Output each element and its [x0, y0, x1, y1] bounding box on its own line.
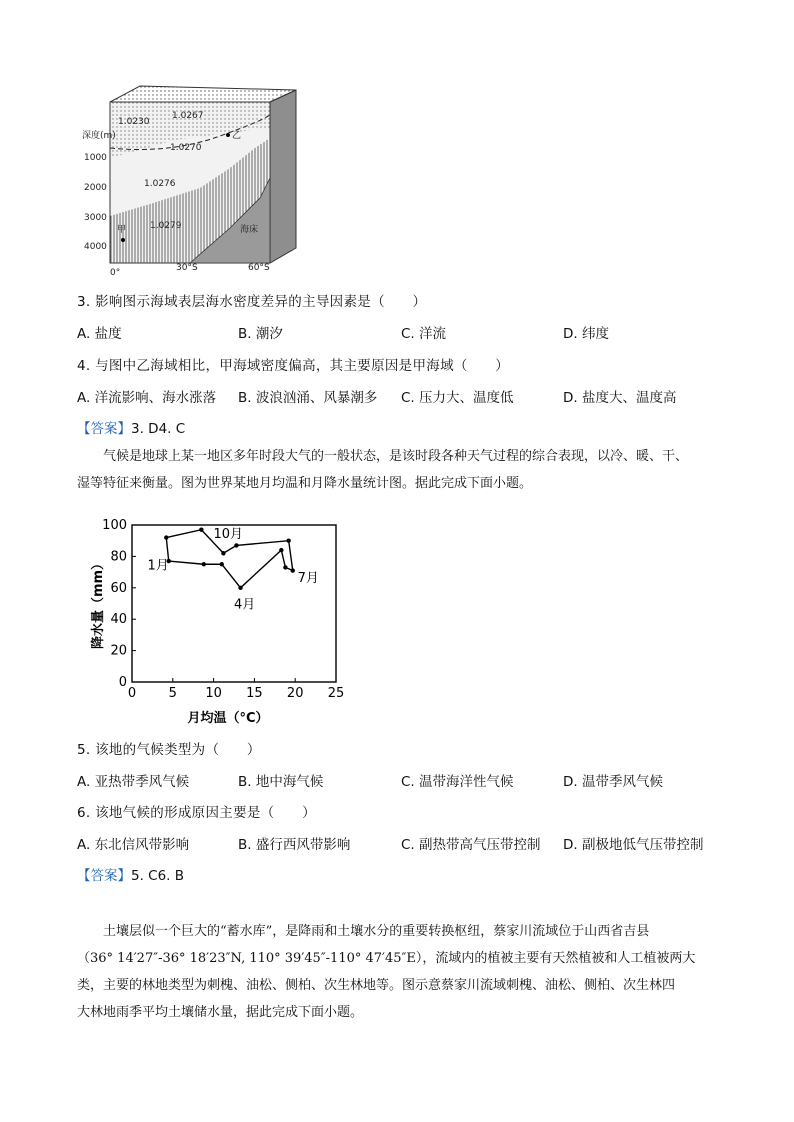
month-annotation: 7月: [297, 570, 319, 586]
q4-option-b: B. 波浪汹涌、风暴潮多: [238, 390, 378, 406]
x-tick-label: 15: [246, 686, 263, 701]
x-tick-label: 10: [205, 686, 222, 701]
answer-tag: 【答案】: [77, 421, 131, 437]
x-tick-label: 5: [168, 686, 177, 701]
soil-intro-paragraph: [77, 918, 717, 1026]
q3-option-a: A. 盐度: [77, 326, 122, 342]
y-tick-label: 40: [110, 612, 127, 628]
depth-tick: 1000: [84, 153, 107, 163]
data-point-month-12: [202, 562, 206, 566]
x-tick-label: 20: [286, 686, 304, 701]
q5-option-d: D. 温带季风气候: [563, 774, 663, 790]
data-point-month-6: [286, 539, 290, 543]
answer-text: 5. C6. B: [131, 868, 185, 884]
q3-option-c: C. 洋流: [401, 326, 447, 342]
paragraph-line: （36° 14′27″-36° 18′23″N, 110° 39′45″-110° 47′45″E），流域内的植被主要有天然植被和人工植被两大: [77, 951, 696, 966]
depth-tick: 3000: [84, 213, 107, 223]
month-annotation: 1月: [147, 558, 169, 574]
lat-tick: 30°S: [176, 263, 198, 273]
data-point-month-5: [234, 543, 238, 547]
data-point-month-9: [279, 548, 283, 552]
chart-x-axis-label: 月均温（°C）: [187, 711, 269, 726]
density-label: 1.0267: [172, 111, 204, 121]
answer-block-1: [77, 417, 185, 437]
paragraph-line: 气候是地球上某一地区多年时段大气的一般状态，是该时段各种天气过程的综合表现，以冷、暖、干、: [103, 449, 689, 464]
ocean-density-block-diagram: [80, 78, 320, 278]
density-label: 1.0270: [170, 143, 202, 153]
q5-option-a: A. 亚热带季风气候: [77, 774, 190, 790]
y-tick-label: 80: [110, 549, 127, 565]
answer-tag: 【答案】: [77, 868, 131, 884]
data-point-month-4: [221, 551, 225, 555]
data-point-month-7: [291, 568, 295, 572]
climate-intro-paragraph: [77, 443, 717, 497]
x-tick-label: 25: [327, 686, 345, 701]
data-point-month-2: [164, 535, 168, 539]
y-tick-label: 60: [110, 580, 127, 596]
q6-option-d: D. 副极地低气压带控制: [563, 837, 704, 853]
point-jia-label: 甲: [117, 225, 127, 235]
depth-tick: 2000: [84, 183, 107, 193]
q4-option-c: C. 压力大、温度低: [401, 390, 514, 406]
question-4-stem: 4. 与图中乙海域相比，甲海域密度偏高，其主要原因是甲海域（ ）: [77, 358, 510, 374]
q3-option-d: D. 纬度: [563, 326, 609, 342]
answer-block-2: [77, 864, 184, 884]
data-point-month-11: [220, 562, 224, 566]
paragraph-line: 土壤层似一个巨大的“蓄水库”，是降雨和土壤水分的重要转换枢纽，蔡家川流域位于山西省吉县: [103, 924, 650, 939]
q5-option-c: C. 温带海洋性气候: [401, 774, 514, 790]
data-point-month-10: [238, 586, 242, 590]
q6-option-c: C. 副热带高气压带控制: [401, 837, 541, 853]
paragraph-line: 湿等特征来衡量。图为世界某地月均温和月降水量统计图。据此完成下面小题。: [77, 476, 533, 491]
lat-tick: 60°S: [248, 263, 270, 273]
q5-option-b: B. 地中海气候: [238, 774, 324, 790]
depth-unit-label: 深度(m): [82, 131, 116, 141]
y-tick-label: 0: [118, 675, 127, 690]
month-annotation: 10月: [213, 526, 244, 542]
q3-option-b: B. 潮汐: [238, 326, 283, 342]
paragraph-line: 类，主要的林地类型为刺槐、油松、侧柏、次生林地等。图示意蔡家川流域刺槐、油松、侧柏、次生林四: [77, 978, 676, 993]
month-annotation: 4月: [233, 597, 256, 613]
y-tick-label: 20: [110, 643, 127, 659]
chart-y-axis-label: 降水量（mm）: [91, 556, 106, 650]
q4-option-a: A. 洋流影响、海水涨落: [77, 390, 217, 406]
point-yi-label: 乙: [232, 131, 242, 141]
answer-text: 3. D4. C: [131, 421, 186, 437]
density-label: 1.0279: [150, 221, 182, 231]
q6-option-b: B. 盛行西风带影响: [238, 837, 351, 853]
depth-tick: 4000: [84, 242, 107, 252]
q4-option-d: D. 盐度大、温度高: [563, 390, 677, 406]
data-point-month-3: [199, 528, 203, 532]
q6-option-a: A. 东北信风带影响: [77, 837, 190, 853]
data-point-month-8: [283, 565, 287, 569]
paragraph-line: 大林地雨季平均土壤储水量，据此完成下面小题。: [77, 1005, 364, 1020]
climate-chart: [88, 515, 358, 730]
lat-tick: 0°: [110, 268, 121, 278]
density-label: 1.0230: [118, 117, 150, 127]
question-6-stem: 6. 该地气候的形成原因主要是（ ）: [77, 805, 316, 821]
y-tick-label: 100: [102, 518, 127, 533]
density-label: 1.0276: [144, 179, 176, 189]
seabed-label: 海床: [240, 225, 259, 235]
question-3-stem: 3. 影响图示海域表层海水密度差异的主导因素是（ ）: [77, 294, 427, 310]
question-5-stem: 5. 该地的气候类型为（ ）: [77, 742, 261, 758]
chart-ticks: [102, 518, 344, 701]
x-tick-label: 0: [127, 686, 137, 701]
